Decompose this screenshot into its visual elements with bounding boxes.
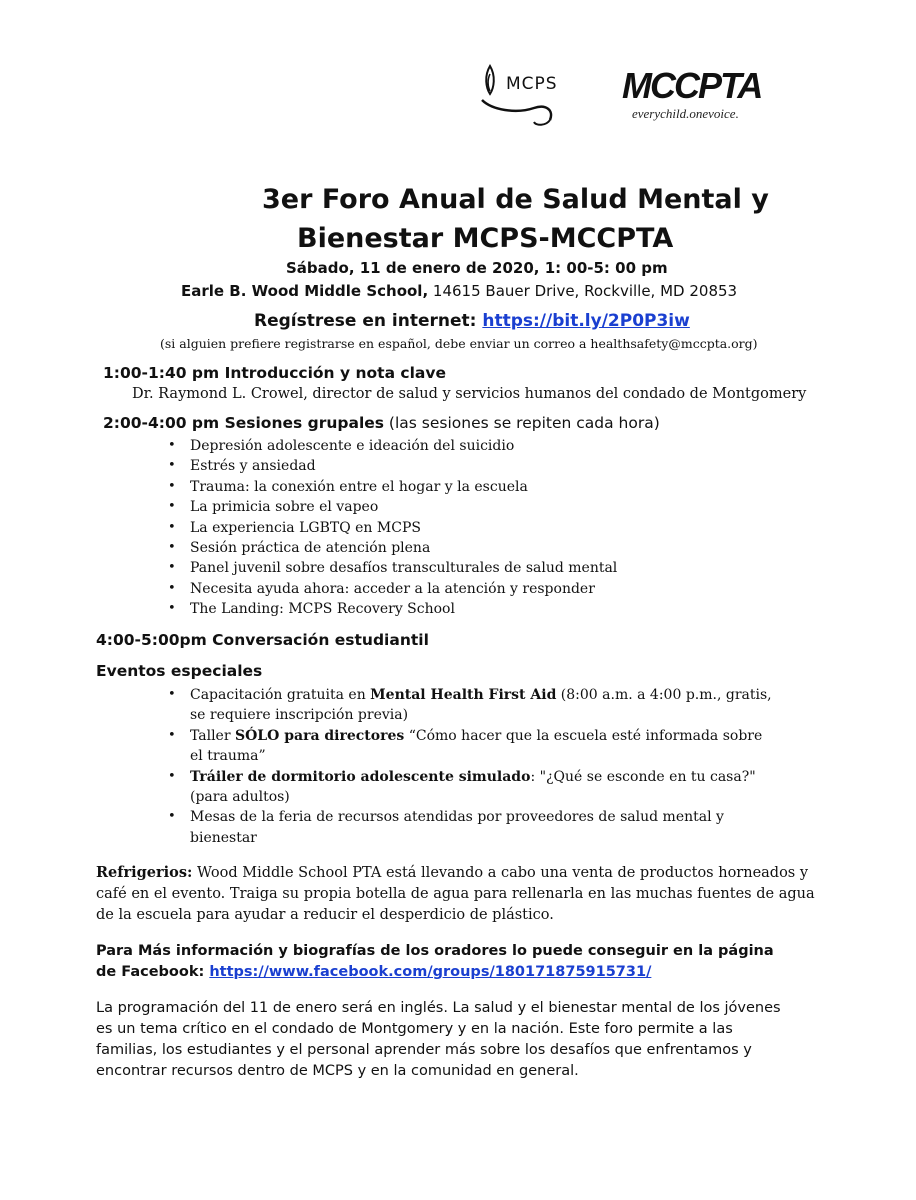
registration-line xyxy=(254,311,690,331)
page-title-line-1: 3er Foro Anual de Salud Mental y xyxy=(262,184,769,215)
special-item-3-b: Tráiler de dormitorio adolescente simulado xyxy=(190,768,531,785)
refreshments-text: Wood Middle School PTA está llevando a cabo una venta de productos horneados y café en el evento. Traiga su propia botella de agua para rellenarla en las muchas fuentes de agua de la escuela para ayudar a reducir el desperdicio de plástico. xyxy=(96,865,815,923)
student-conversation-heading: 4:00-5:00pm Conversación estudiantil xyxy=(96,631,429,649)
list-item: • Sesión práctica de atención plena xyxy=(162,538,782,558)
more-info-text: Para Más información y biografías de los oradores lo puede conseguir en la página de Facebook: xyxy=(96,943,774,980)
special-item-2-c: “Cómo hacer que la escuela esté informada sobre el trauma” xyxy=(190,727,763,765)
special-events-list xyxy=(162,685,772,848)
list-item: • La experiencia LGBTQ en MCPS xyxy=(162,518,782,538)
list-item: • La primicia sobre el vapeo xyxy=(162,497,782,517)
special-item-2-b: SÓLO para directores xyxy=(234,727,405,744)
sessions-heading-label: 2:00-4:00 pm Sesiones grupales xyxy=(103,414,384,432)
facebook-link[interactable]: https://www.facebook.com/groups/180171875915731/ xyxy=(209,964,652,980)
special-item-1-c: (8:00 a.m. a 4:00 p.m., gratis, se requiere inscripción previa) xyxy=(190,687,772,724)
list-item xyxy=(162,726,772,767)
closing-paragraph: La programación del 11 de enero será en inglés. La salud y el bienestar mental de los jóvenes es un tema crítico en el condado de Montgomery y en la nación. Este foro permite a las familias, los estudiantes y el personal aprender más sobre los desafíos que enfrentamos y encontrar recursos dentro de MCPS y en la comunidad en general. xyxy=(96,1000,781,1079)
mcps-logo-text: MCPS xyxy=(506,74,558,94)
event-venue: Earle B. Wood Middle School, xyxy=(181,282,429,300)
sessions-heading-note: (las sesiones se repiten cada hora) xyxy=(384,414,660,432)
special-item-1-a: Capacitación gratuita en xyxy=(190,687,371,703)
special-item-1-b: Mental Health First Aid xyxy=(370,687,557,703)
special-events-heading: Eventos especiales xyxy=(96,662,263,680)
page-title-line-2: Bienestar MCPS-MCCPTA xyxy=(297,223,674,254)
registration-label: Regístrese en internet: xyxy=(254,311,483,331)
intro-heading: 1:00-1:40 pm Introducción y nota clave xyxy=(103,364,447,382)
refreshments-label: Refrigerios: xyxy=(96,864,193,881)
event-address: 14615 Bauer Drive, Rockville, MD 20853 xyxy=(428,282,738,300)
sessions-list xyxy=(162,436,782,620)
list-item xyxy=(162,685,772,726)
event-location xyxy=(181,282,737,300)
list-item xyxy=(162,767,772,808)
mccpta-logo-wordmark: MCCPTA xyxy=(622,65,762,106)
special-item-2-a: Taller xyxy=(190,727,235,744)
list-item: • The Landing: MCPS Recovery School xyxy=(162,599,782,619)
event-date: Sábado, 11 de enero de 2020, 1: 00-5: 00 pm xyxy=(286,259,668,277)
special-item-3-c: : "¿Qué se esconde en tu casa?" (para adultos) xyxy=(190,768,756,806)
list-item: • Depresión adolescente e ideación del suicidio xyxy=(162,436,782,456)
list-item: • Panel juvenil sobre desafíos transculturales de salud mental xyxy=(162,558,782,578)
mcps-flame-icon xyxy=(476,60,626,130)
refreshments-paragraph xyxy=(96,862,816,926)
mccpta-logo xyxy=(622,65,772,128)
registration-note: (si alguien prefiere registrarse en español, debe enviar un correo a healthsafety@mccpta.org) xyxy=(160,336,758,351)
registration-link[interactable]: https://bit.ly/2P0P3iw xyxy=(482,311,690,331)
mccpta-logo-tagline: everychild.onevoice. xyxy=(632,106,739,121)
more-info-paragraph xyxy=(96,941,796,983)
list-item: • Mesas de la feria de recursos atendidas por proveedores de salud mental y bienestar xyxy=(162,807,772,848)
intro-detail: Dr. Raymond L. Crowel, director de salud y servicios humanos del condado de Montgomery xyxy=(132,386,807,402)
sessions-heading xyxy=(103,414,660,432)
list-item: • Estrés y ansiedad xyxy=(162,456,782,476)
mcps-logo xyxy=(476,60,626,130)
list-item: • Necesita ayuda ahora: acceder a la atención y responder xyxy=(162,579,782,599)
list-item: • Trauma: la conexión entre el hogar y la escuela xyxy=(162,477,782,497)
